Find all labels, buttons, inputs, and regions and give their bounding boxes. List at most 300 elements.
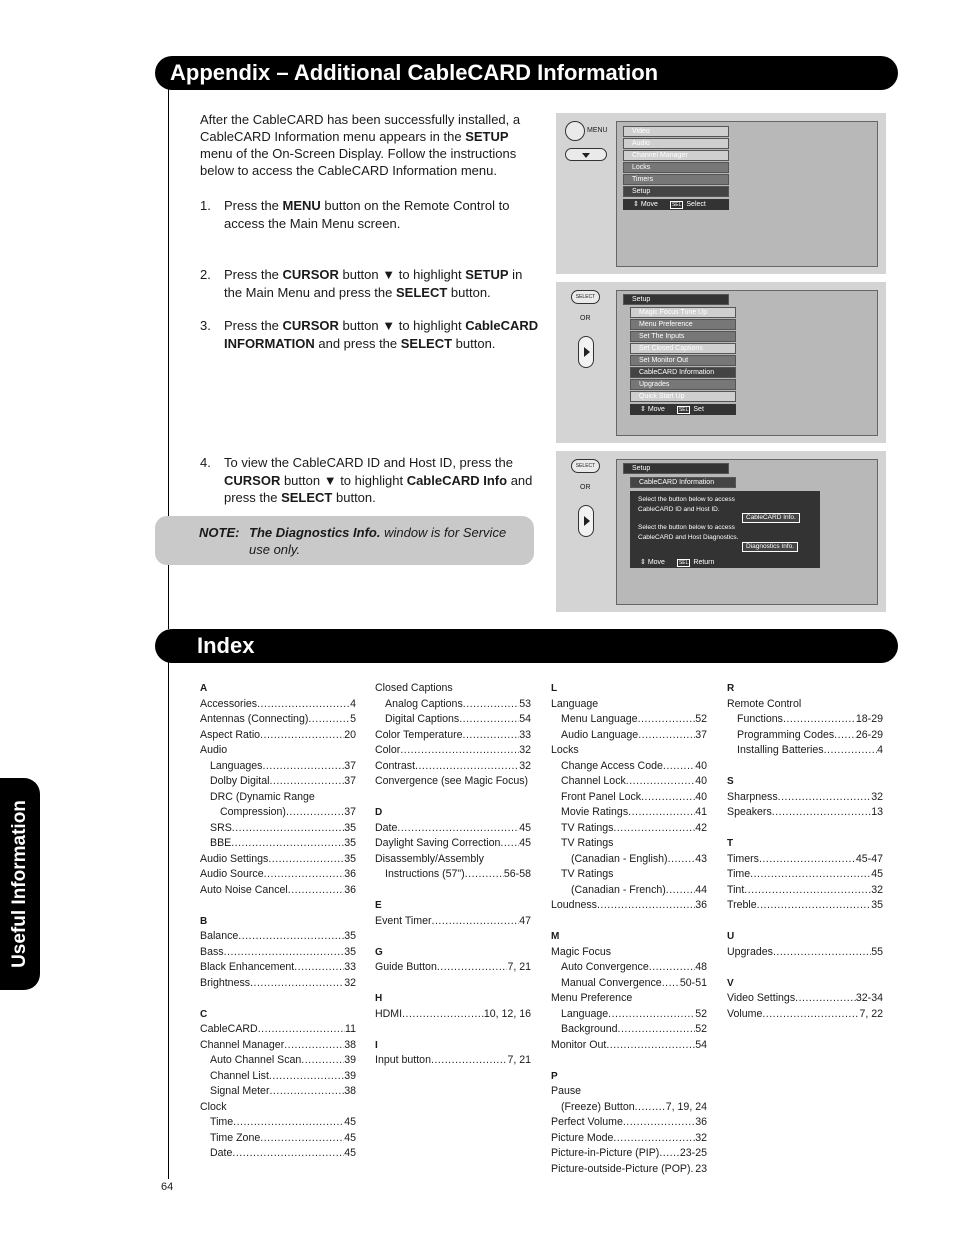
- index-entry-page: 36: [695, 1116, 707, 1128]
- index-entry: [200, 712, 356, 728]
- index-entry-term: Time: [210, 1116, 234, 1128]
- menu-item-timers: Timers: [623, 174, 729, 185]
- index-entry-page: 40: [695, 775, 707, 787]
- menu-item-video: Video: [623, 126, 729, 137]
- index-entry-term: Balance: [200, 930, 239, 942]
- step-text: [224, 197, 540, 232]
- index-entry: [200, 867, 356, 883]
- index-entry: [727, 790, 883, 806]
- index-entry: [200, 960, 356, 976]
- menu-header-setup: Setup: [623, 294, 729, 305]
- index-entry-heading: Magic Focus: [551, 945, 612, 958]
- index-entry-term: BBE: [210, 837, 232, 849]
- side-tab: [0, 778, 40, 990]
- index-entry: [727, 945, 883, 961]
- index-spacer: [375, 1022, 531, 1038]
- index-entry-page: 45-47: [855, 852, 883, 865]
- sel-key-icon: SEL: [678, 407, 689, 413]
- index-entry-term: Video Settings: [727, 992, 796, 1004]
- index-entry-page: 18-29: [855, 713, 883, 725]
- dot-leader: [262, 759, 344, 775]
- index-spacer: [200, 898, 356, 914]
- index-entry-page: 23: [695, 1162, 707, 1175]
- info-text: CableCARD ID and Host ID.: [638, 505, 720, 513]
- index-entry-term: CableCARD: [200, 1023, 258, 1035]
- step-4: [200, 454, 540, 507]
- or-label: OR: [580, 315, 591, 322]
- index-entry-page: 33: [519, 728, 531, 741]
- index-entry-heading: DRC (Dynamic Range: [210, 790, 315, 803]
- menu-item-audio: Audio: [623, 138, 729, 149]
- index-entry-term: Auto Convergence: [561, 961, 649, 973]
- dot-leader: [432, 914, 520, 930]
- index-entry-page: 4: [350, 697, 356, 710]
- dot-leader: [258, 1022, 345, 1038]
- dot-leader: [783, 712, 856, 728]
- index-entry-term: Treble: [727, 899, 757, 911]
- index-entry-page: 45: [344, 1147, 356, 1159]
- note-text: [249, 524, 524, 558]
- index-entry: [551, 898, 707, 914]
- step-number: 3.: [200, 318, 211, 333]
- index-entry: [200, 1131, 356, 1147]
- index-entry-heading: Audio: [200, 744, 228, 756]
- cursor-right-button-icon: [578, 505, 594, 537]
- index-entry-page: 55: [871, 945, 883, 958]
- index-entry-page: 45: [871, 868, 883, 880]
- menu-item-magic-focus: Magic Focus Tune Up: [630, 307, 736, 318]
- index-entry-page: 39: [344, 1054, 356, 1066]
- step-part: button ▼ to highlight: [338, 267, 466, 282]
- index-entry-page: 50-51: [679, 976, 707, 989]
- menu-item-upgrades: Upgrades: [630, 379, 736, 390]
- index-letter-heading: B: [200, 915, 208, 927]
- index-entry-term: Color: [375, 744, 401, 756]
- dot-leader: [762, 1007, 859, 1023]
- index-entry-page: 56-58: [503, 868, 531, 880]
- dot-leader: [772, 805, 871, 821]
- dot-leader: [623, 1115, 695, 1131]
- index-letter-heading: E: [375, 900, 382, 911]
- dot-leader: [465, 867, 504, 883]
- dot-leader: [269, 1069, 344, 1085]
- step-number: 1.: [200, 198, 211, 213]
- index-entry-page: 33: [344, 961, 356, 973]
- step-number: 4.: [200, 455, 211, 470]
- index-entry-page: 7, 21: [507, 961, 531, 973]
- index-entry-page: 7, 19, 24: [665, 1100, 707, 1113]
- dot-leader: [668, 852, 696, 868]
- index-entry: [200, 1084, 356, 1100]
- step-part: button ▼ to highlight: [280, 472, 407, 488]
- index-entry: [200, 1038, 356, 1054]
- index-entry-heading: Clock: [200, 1100, 227, 1113]
- index-entry: [551, 1131, 707, 1147]
- step-part: and press the: [224, 472, 533, 505]
- index-entry: [200, 728, 356, 744]
- index-letter-heading: T: [727, 838, 734, 849]
- index-spacer: [375, 790, 531, 806]
- note-label: NOTE:: [199, 525, 240, 540]
- dot-leader: [224, 945, 345, 961]
- index-column-1: [200, 681, 356, 1162]
- index-entry: [551, 1022, 707, 1038]
- index-entry-heading: TV Ratings: [561, 837, 614, 849]
- step-part: button ▼ to highlight: [338, 318, 466, 333]
- index-entry-term: Picture-in-Picture (PIP): [551, 1147, 660, 1159]
- index-entry: [551, 976, 707, 992]
- index-entry-page: 32: [344, 976, 356, 989]
- index-entry-page: 52: [695, 1007, 707, 1020]
- index-entry-term: Auto Noise Cancel: [200, 883, 288, 896]
- index-entry: [375, 836, 531, 852]
- index-entry-page: 23-25: [679, 1147, 707, 1159]
- index-entry-term: Auto Channel Scan: [210, 1054, 302, 1066]
- index-entry: [727, 743, 883, 759]
- sel-key-icon: SEL: [671, 202, 682, 208]
- index-entry-term: Compression): [220, 806, 286, 818]
- index-entry-page: 35: [344, 837, 356, 849]
- menu-header-setup: Setup: [623, 463, 729, 474]
- index-entry: [200, 759, 356, 775]
- index-entry-term: Sharpness: [727, 790, 778, 803]
- dot-leader: [759, 852, 856, 868]
- index-entry-page: 32: [871, 790, 883, 803]
- menu-item-cablecard-info: CableCARD Information: [630, 367, 736, 378]
- index-entry: [375, 867, 531, 883]
- side-tab-label: Useful Information: [9, 800, 30, 968]
- osd-main-menu-figure: [556, 113, 886, 274]
- dot-leader: [659, 1146, 680, 1162]
- index-title: Index: [197, 633, 255, 658]
- index-entry: [200, 1022, 356, 1038]
- dot-leader: [437, 960, 508, 976]
- index-entry-page: 32: [519, 759, 531, 772]
- index-entry: [375, 759, 531, 775]
- info-text-2: [638, 523, 738, 542]
- index-entry-page: 13: [871, 806, 883, 818]
- note-bold: The Diagnostics Info.: [249, 525, 381, 540]
- dot-leader: [773, 945, 871, 961]
- index-entry-heading: Menu Preference: [551, 992, 633, 1004]
- step-1: [200, 197, 540, 232]
- index-entry-page: 52: [695, 713, 707, 725]
- index-letter-heading: P: [551, 1070, 558, 1082]
- index-entry-page: 32-34: [855, 992, 883, 1004]
- step-part: To view the CableCARD ID and Host ID, press the: [224, 455, 514, 470]
- index-entry-term: Language: [561, 1007, 609, 1020]
- index-letter-heading: U: [727, 931, 735, 942]
- index-entry-term: Black Enhancement: [200, 961, 295, 973]
- index-title-banner: [155, 629, 898, 663]
- dot-leader: [500, 836, 519, 852]
- dot-leader: [431, 1053, 507, 1069]
- margin-rule-bottom: [168, 661, 169, 1179]
- index-entry-page: 45: [519, 837, 531, 849]
- info-text: Select the button below to access: [638, 496, 735, 503]
- menu-item-channel-manager: Channel Manager: [623, 150, 729, 161]
- page-number: 64: [161, 1181, 174, 1193]
- dot-leader: [606, 1038, 695, 1054]
- index-entry-page: 52: [695, 1023, 707, 1035]
- index-entry-page: 54: [519, 713, 531, 725]
- step-2: [200, 266, 540, 301]
- index-entry: [727, 883, 883, 899]
- cablecard-info-button: CableCARD Info.: [742, 513, 800, 523]
- step-part-bold: CURSOR: [282, 318, 339, 333]
- index-entry-term: Digital Captions: [385, 713, 460, 725]
- index-entry-term: Functions: [737, 713, 783, 725]
- index-entry-term: Programming Codes: [737, 728, 835, 741]
- dot-leader: [397, 821, 519, 837]
- menu-item-monitor-out: Set Monitor Out: [630, 355, 736, 366]
- index-entry: [551, 790, 707, 806]
- or-label: OR: [580, 484, 591, 491]
- index-entry-page: 38: [344, 1038, 356, 1051]
- dot-leader: [638, 728, 695, 744]
- appendix-title-banner: [155, 56, 898, 90]
- menu-item-menu-preference: Menu Preference: [630, 319, 736, 330]
- index-entry: [727, 898, 883, 914]
- index-letter-heading: L: [551, 683, 558, 694]
- menu-item-set-inputs: Set The Inputs: [630, 331, 736, 342]
- dot-leader: [613, 1131, 695, 1147]
- index-entry-page: 11: [345, 1023, 356, 1035]
- index-entry-term: Channel Lock: [561, 775, 626, 787]
- index-entry-page: 32: [519, 744, 531, 756]
- index-entry: [200, 836, 356, 852]
- dot-leader: [795, 991, 856, 1007]
- index-entry-term: Volume: [727, 1007, 763, 1020]
- index-entry-page: 48: [695, 961, 707, 973]
- index-entry-term: Aspect Ratio: [200, 728, 261, 741]
- index-entry-page: 10, 12, 16: [483, 1007, 531, 1020]
- dot-leader: [288, 883, 344, 899]
- index-entry-term: Front Panel Lock: [561, 790, 642, 803]
- osd-setup-menu-figure: [556, 282, 886, 443]
- nav-move-label: Move: [640, 201, 658, 208]
- index-entry-term: Bass: [200, 945, 224, 958]
- dot-leader: [400, 743, 519, 759]
- index-entry-term: Manual Convergence: [561, 976, 662, 989]
- index-entry-term: Languages: [210, 759, 263, 772]
- step-part: Press the: [224, 318, 283, 333]
- index-entry-term: Time: [727, 868, 751, 880]
- step-text: [224, 266, 540, 301]
- index-entry-page: 20: [344, 728, 356, 741]
- index-letter-heading: I: [375, 1039, 378, 1051]
- index-letter-heading: H: [375, 993, 383, 1004]
- index-entry-term: Perfect Volume: [551, 1116, 623, 1128]
- index-entry-page: 42: [695, 821, 707, 834]
- index-entry-term: Timers: [727, 852, 759, 865]
- index-entry-heading: TV Ratings: [561, 868, 614, 880]
- index-entry: [551, 712, 707, 728]
- index-entry-page: 44: [695, 883, 707, 896]
- menu-item-closed-captions: Set Closed Captions: [630, 343, 736, 354]
- index-entry-term: Installing Batteries: [737, 744, 824, 756]
- index-entry: [727, 805, 883, 821]
- index-entry: [551, 883, 707, 899]
- index-letter-heading: M: [551, 931, 560, 942]
- index-entry-heading: Closed Captions: [375, 682, 453, 694]
- index-entry: [727, 867, 883, 883]
- index-entry-term: Guide Button: [375, 961, 437, 973]
- index-entry-page: 45: [344, 1131, 356, 1144]
- dot-leader: [638, 712, 696, 728]
- index-entry-term: SRS: [210, 821, 232, 834]
- index-entry: [200, 929, 356, 945]
- note-rest: window is for Service use only.: [249, 525, 507, 557]
- dot-leader: [232, 1146, 344, 1162]
- osd-cablecard-figure: [556, 451, 886, 612]
- intro-bold: SETUP: [465, 129, 509, 144]
- menu-item-locks: Locks: [623, 162, 729, 173]
- index-entry: [200, 945, 356, 961]
- page-title: Appendix – Additional CableCARD Information: [170, 60, 659, 85]
- index-entry-term: HDMI: [375, 1007, 403, 1020]
- index-entry-term: Audio Settings: [200, 852, 269, 865]
- index-entry-page: 53: [519, 697, 531, 710]
- index-entry-term: (Freeze) Button: [561, 1100, 635, 1113]
- index-spacer: [551, 1053, 707, 1069]
- dot-leader: [778, 790, 872, 806]
- dot-leader: [268, 852, 344, 868]
- index-entry: [200, 1115, 356, 1131]
- step-part: button.: [452, 335, 496, 351]
- index-entry-page: 35: [871, 899, 883, 911]
- index-entry-term: Speakers: [727, 806, 772, 818]
- nav-hint-bar: [623, 199, 729, 210]
- step-part: Press the: [224, 267, 283, 282]
- index-entry: [200, 1146, 356, 1162]
- dot-leader: [260, 1131, 344, 1147]
- dot-leader: [286, 805, 344, 821]
- index-entry: [375, 1053, 531, 1069]
- index-entry-page: 35: [344, 945, 356, 958]
- index-entry-page: 7, 21: [507, 1054, 531, 1066]
- dot-leader: [750, 867, 871, 883]
- index-entry: [551, 1146, 707, 1162]
- index-entry-term: Color Temperature: [375, 728, 463, 741]
- index-entry-term: Channel Manager: [200, 1038, 285, 1051]
- index-entry-page: 54: [695, 1038, 707, 1051]
- index-entry-page: 7, 22: [859, 1007, 883, 1020]
- index-entry-heading: Disassembly/Assembly: [375, 852, 484, 865]
- index-entry: [551, 805, 707, 821]
- move-arrows-icon: ⇕: [640, 559, 648, 566]
- index-entry-page: 37: [695, 728, 707, 741]
- index-entry-page: 45: [344, 1116, 356, 1128]
- step-part: button on the Remote Control to access the Main Menu screen.: [224, 198, 510, 231]
- index-entry: [200, 883, 356, 899]
- step-part-bold: CableCARD INFORMATION: [224, 318, 539, 351]
- dot-leader: [294, 960, 344, 976]
- index-entry: [200, 821, 356, 837]
- index-entry-heading: Language: [551, 697, 599, 710]
- index-entry-page: 32: [871, 883, 883, 896]
- index-entry: [200, 1069, 356, 1085]
- menu-button-label: MENU: [587, 127, 608, 134]
- step-text: [224, 317, 540, 352]
- index-entry-page: 36: [344, 868, 356, 880]
- index-entry-page: 47: [519, 914, 531, 927]
- dot-leader: [257, 697, 350, 713]
- index-letter-heading: R: [727, 683, 735, 694]
- dot-leader: [834, 728, 856, 744]
- dot-leader: [626, 774, 695, 790]
- step-part-bold: SETUP: [465, 267, 509, 282]
- index-entry-term: Picture-outside-Picture (POP): [551, 1162, 691, 1175]
- index-entry-page: 40: [695, 759, 707, 772]
- nav-move-label: Move: [647, 559, 665, 566]
- index-entry-page: 35: [344, 821, 356, 834]
- cursor-down-button-icon: [565, 148, 607, 161]
- index-letter-heading: A: [200, 683, 208, 694]
- tv-screen: [616, 459, 878, 605]
- index-entry-page: 32: [695, 1131, 707, 1144]
- index-entry-page: 37: [344, 775, 356, 787]
- dot-leader: [649, 960, 695, 976]
- move-arrows-icon: ⇕: [640, 406, 648, 413]
- index-entry: [375, 743, 531, 759]
- index-entry-term: Background: [561, 1023, 618, 1035]
- index-entry-term: Signal Meter: [210, 1085, 270, 1097]
- index-entry-term: Channel List: [210, 1069, 269, 1082]
- step-text: [224, 454, 540, 507]
- index-entry-term: Date: [210, 1147, 233, 1159]
- menu-item-setup: Setup: [623, 186, 729, 197]
- index-entry-page: 39: [344, 1069, 356, 1082]
- index-entry: [200, 852, 356, 868]
- index-entry: [375, 697, 531, 713]
- move-arrows-icon: ⇕: [633, 201, 641, 208]
- index-entry-term: Movie Ratings: [561, 806, 629, 818]
- index-entry-term: (Canadian - French): [571, 883, 666, 896]
- tv-screen: [616, 121, 878, 267]
- dot-leader: [608, 1007, 695, 1023]
- triangle-down-icon: [582, 153, 590, 158]
- index-column-2: [375, 681, 531, 1069]
- index-entry: [200, 805, 356, 821]
- step-part: button.: [332, 490, 376, 505]
- index-entry-heading: Remote Control: [727, 697, 802, 710]
- dot-leader: [269, 1084, 344, 1100]
- index-entry-term: Accessories: [200, 697, 258, 710]
- index-entry-term: Brightness: [200, 976, 251, 989]
- index-spacer: [375, 929, 531, 945]
- index-entry-heading: Locks: [551, 744, 579, 756]
- nav-hint-bar: [630, 557, 820, 568]
- index-entry-page: 36: [344, 883, 356, 896]
- index-entry: [375, 914, 531, 930]
- dot-leader: [463, 697, 519, 713]
- index-column-3: [551, 681, 707, 1177]
- index-spacer: [727, 914, 883, 930]
- select-button-icon: SELECT: [571, 459, 600, 473]
- step-part-bold: MENU: [282, 198, 321, 213]
- index-entry: [551, 759, 707, 775]
- index-entry: [375, 1007, 531, 1023]
- dot-leader: [635, 1100, 666, 1116]
- index-entry-page: 5: [350, 713, 356, 725]
- index-entry-term: Event Timer: [375, 914, 432, 927]
- dot-leader: [641, 790, 695, 806]
- intro-paragraph: [200, 111, 535, 179]
- index-entry-term: Audio Source: [200, 868, 264, 880]
- info-text: CableCARD and Host Diagnostics.: [638, 533, 739, 541]
- step-part-bold: SELECT: [396, 284, 448, 300]
